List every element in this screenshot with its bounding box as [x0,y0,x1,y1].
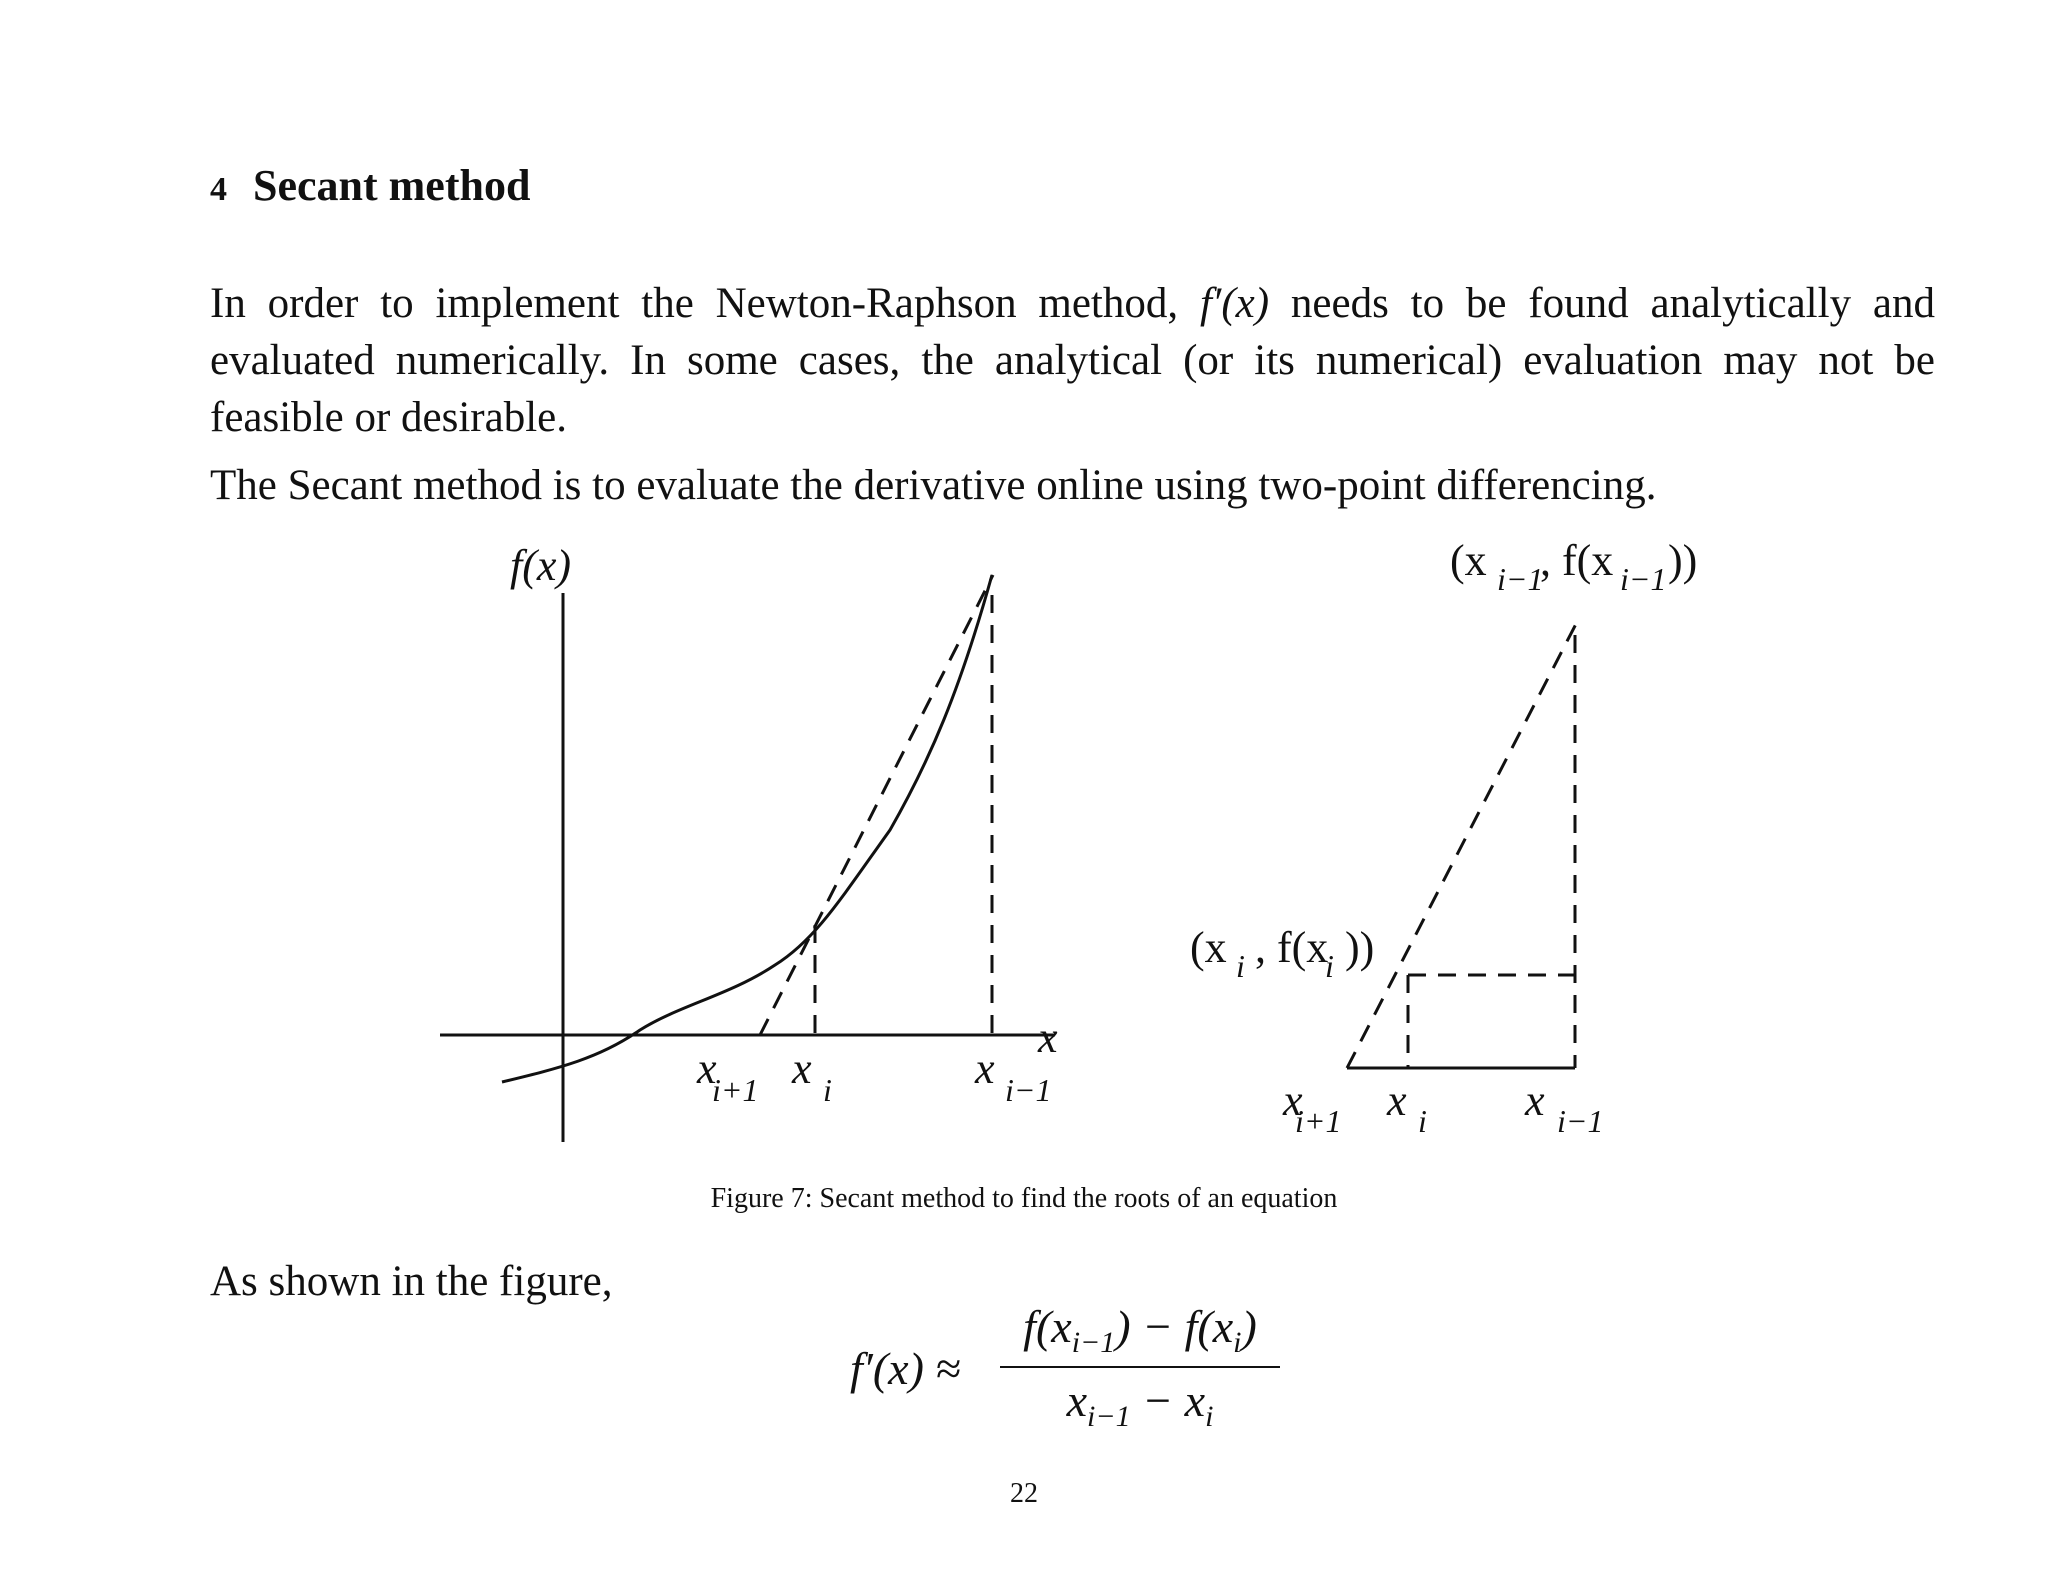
paragraph-2: The Secant method is to evaluate the derivative online using two-point differencing. [210,462,1657,509]
page-number: 22 [1010,1478,1038,1509]
right-mid-point-sub2: i [1325,948,1334,984]
right-top-point-mid: , f(x [1540,536,1614,585]
right-xip1-label: x [1283,1076,1303,1125]
right-xip1-sub: i+1 [1295,1103,1342,1139]
secant-line [760,575,993,1035]
equation-denominator: $x_{i-1} - x_i$ [1066,1375,1214,1434]
left-xi-label: x [792,1044,812,1093]
right-xim1-sub: i−1 [1557,1103,1604,1139]
paragraph-1-end: needs to be found analytically and evaluated numerically. In some cases, the analytical (or its numerical) evaluation may not be feasible or desirable. [210,280,1935,441]
left-xim1-label: x [975,1044,995,1093]
derivative-symbol: f′(x) [1199,280,1270,327]
right-xim1-label: x [1525,1076,1545,1125]
section-number: 4 [210,171,227,208]
equation-numerator: $f(x_{i-1}) - f(x_i)$ [1023,1301,1257,1360]
right-top-point-end: )) [1668,536,1698,585]
left-xip1-sub: i+1 [712,1072,759,1108]
right-top-point-label: (x [1450,536,1487,585]
paragraph-3: As shown in the figure, [210,1258,613,1305]
right-mid-point-label: (x [1190,923,1227,972]
right-mid-point-sub: i [1236,948,1245,984]
equation-lhs: f′(x) ≈ [850,1343,961,1394]
right-top-point-sub2: i−1 [1620,561,1667,597]
right-top-point-sub: i−1 [1497,561,1544,597]
paragraph-1-start: In order to implement the Newton-Raphson method, [210,280,1200,327]
fraction-bar [1000,1366,1280,1368]
left-x-axis-label: x [1038,1013,1058,1062]
right-xi-sub: i [1418,1103,1427,1139]
section-title: Secant method [253,161,531,210]
left-xim1-sub: i−1 [1005,1072,1052,1108]
right-xi-label: x [1387,1076,1407,1125]
left-y-axis-label: f(x) [510,541,572,590]
left-xi-sub: i [823,1072,832,1108]
left-xip1-label: x [697,1044,717,1093]
right-mid-point-end: )) [1345,923,1375,972]
right-mid-point-mid: , f(x [1255,923,1329,972]
function-curve [502,575,992,1082]
equation-fraction [1000,1300,1280,1434]
right-hypotenuse [1347,620,1578,1068]
figure-caption: Figure 7: Secant method to find the roots of an equation [710,1183,1338,1214]
